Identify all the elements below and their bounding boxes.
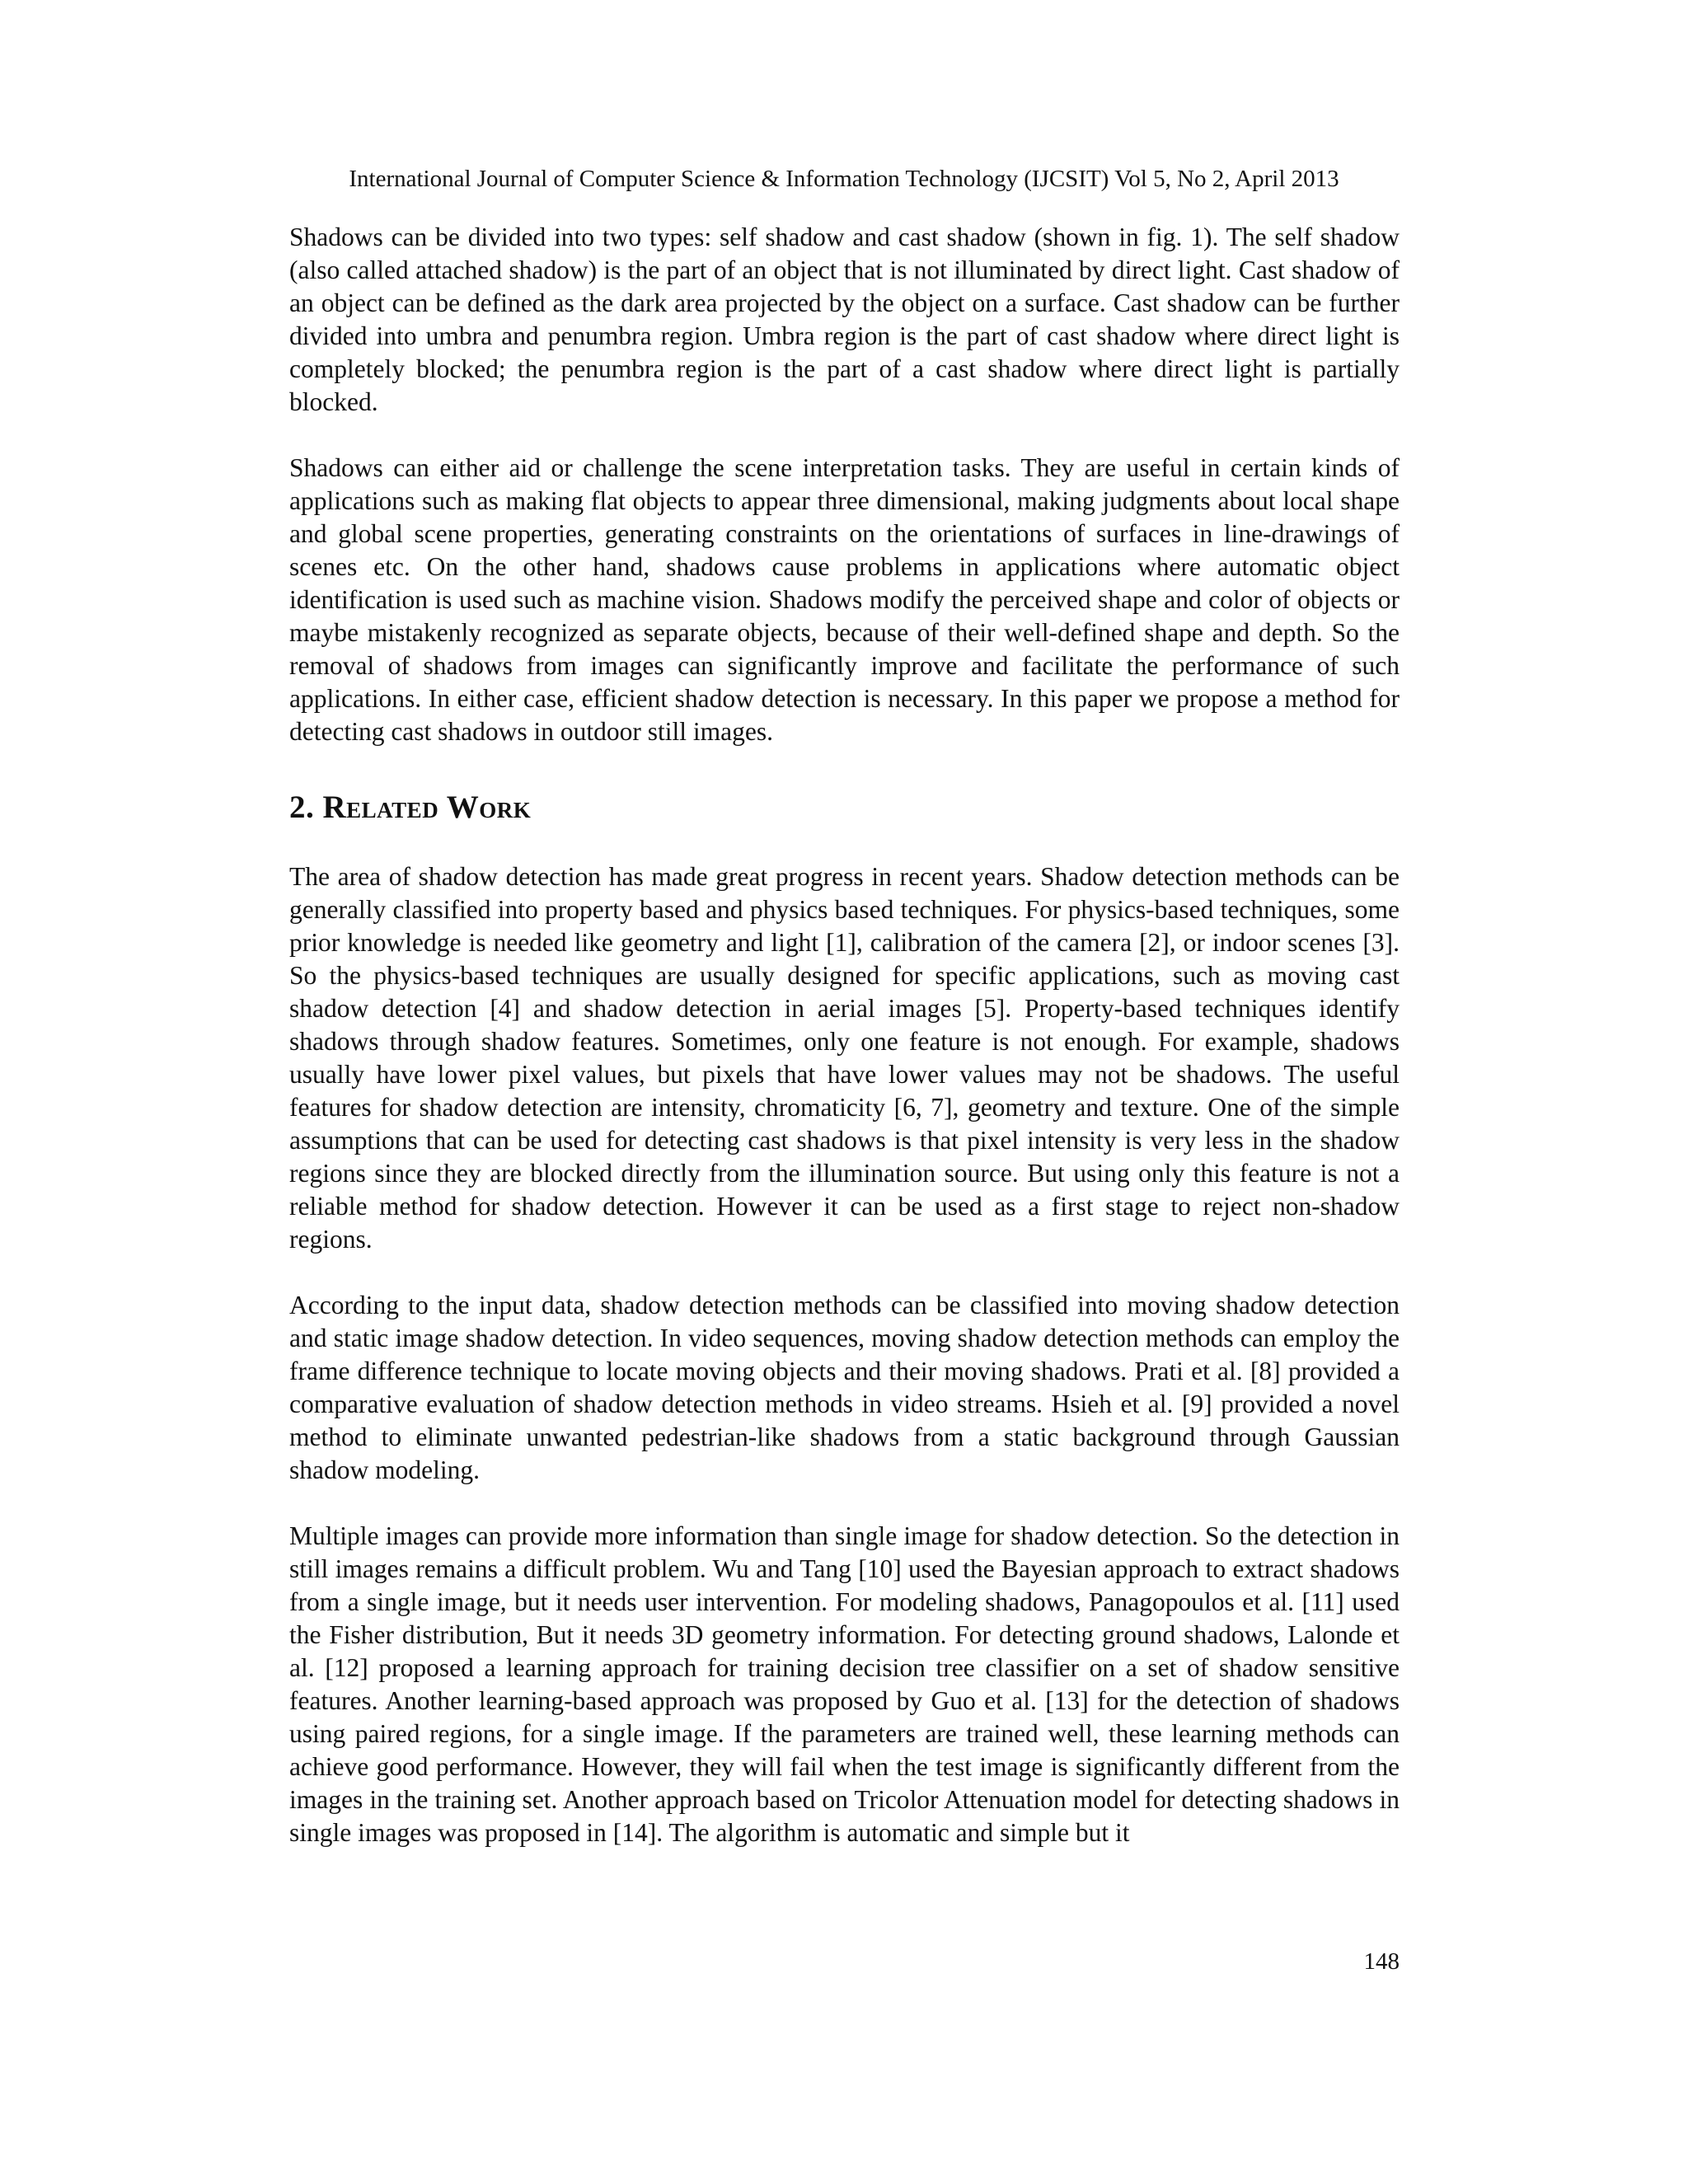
page-number: 148	[1363, 1948, 1400, 1975]
paragraph-detection-techniques: The area of shadow detection has made great progress in recent years. Shadow detection methods can be generally classified into property based and physics based techniques. For physics-based techniques, some prior knowledge is needed like geometry and light [1], calibration of the camera [2], or indoor scenes [3]. So the physics-based techniques are usually designed for specific applications, such as moving cast shadow detection [4] and shadow detection in aerial images [5]. Property-based techniques identify shadows through shadow features. Sometimes, only one feature is not enough. For example, shadows usually have lower pixel values, but pixels that have lower values may not be shadows. The useful features for shadow detection are intensity, chromaticity [6, 7], geometry and texture. One of the simple assumptions that can be used for detecting cast shadows is that pixel intensity is very less in the shadow regions since they are blocked directly from the illumination source. But using only this feature is not a reliable method for shadow detection. However it can be used as a first stage to reject non-shadow regions.	[289, 862, 1400, 1254]
paragraph-shadow-types: Shadows can be divided into two types: self shadow and cast shadow (shown in fig. 1). The self shadow (also called attached shadow) is the part of an object that is not illuminated by direct light. Cast shadow of an object can be defined as the dark area projected by the object on a surface. Cast shadow can be further divided into umbra and penumbra region. Umbra region is the part of cast shadow where direct light is completely blocked; the penumbra region is the part of a cast shadow where direct light is partially blocked.	[289, 223, 1400, 416]
body-text	[289, 221, 1400, 1849]
running-header: International Journal of Computer Science & Information Technology (IJCSIT) Vol 5, No 2, April 2013	[349, 166, 1339, 192]
paragraph-single-image-methods: Multiple images can provide more information than single image for shadow detection. So the detection in still images remains a difficult problem. Wu and Tang [10] used the Bayesian approach to extract shadows from a single image, but it needs user intervention. For modeling shadows, Panagopoulos et al. [11] used the Fisher distribution, But it needs 3D geometry information. For detecting ground shadows, Lalonde et al. [12] proposed a learning approach for training decision tree classifier on a set of shadow sensitive features. Another learning-based approach was proposed by Guo et al. [13] for the detection of shadows using paired regions, for a single image. If the parameters are trained well, these learning methods can achieve good performance. However, they will fail when the test image is significantly different from the images in the training set. Another approach based on Tricolor Attenuation model for detecting shadows in single images was proposed in [14]. The algorithm is automatic and simple but it	[289, 1521, 1400, 1847]
paragraph-shadow-applications: Shadows can either aid or challenge the scene interpretation tasks. They are useful in certain kinds of applications such as making flat objects to appear three dimensional, making judgments about local shape and global scene properties, generating constraints on the orientations of surfaces in line-drawings of scenes etc. On the other hand, shadows cause problems in applications where automatic object identification is used such as machine vision. Shadows modify the perceived shape and color of objects or maybe mistakenly recognized as separate objects, because of their well-defined shape and depth. So the removal of shadows from images can significantly improve and facilitate the performance of such applications. In either case, efficient shadow detection is necessary. In this paper we propose a method for detecting cast shadows in outdoor still images.	[289, 453, 1400, 746]
paragraph-moving-vs-static: According to the input data, shadow detection methods can be classified into moving shadow detection and static image shadow detection. In video sequences, moving shadow detection methods can employ the frame difference technique to locate moving objects and their moving shadows. Prati et al. [8] provided a comparative evaluation of shadow detection methods in video streams. Hsieh et al. [9] provided a novel method to eliminate unwanted pedestrian-like shadows from a static background through Gaussian shadow modeling.	[289, 1291, 1400, 1484]
section-heading-related-work: 2. Related Work	[289, 790, 532, 825]
